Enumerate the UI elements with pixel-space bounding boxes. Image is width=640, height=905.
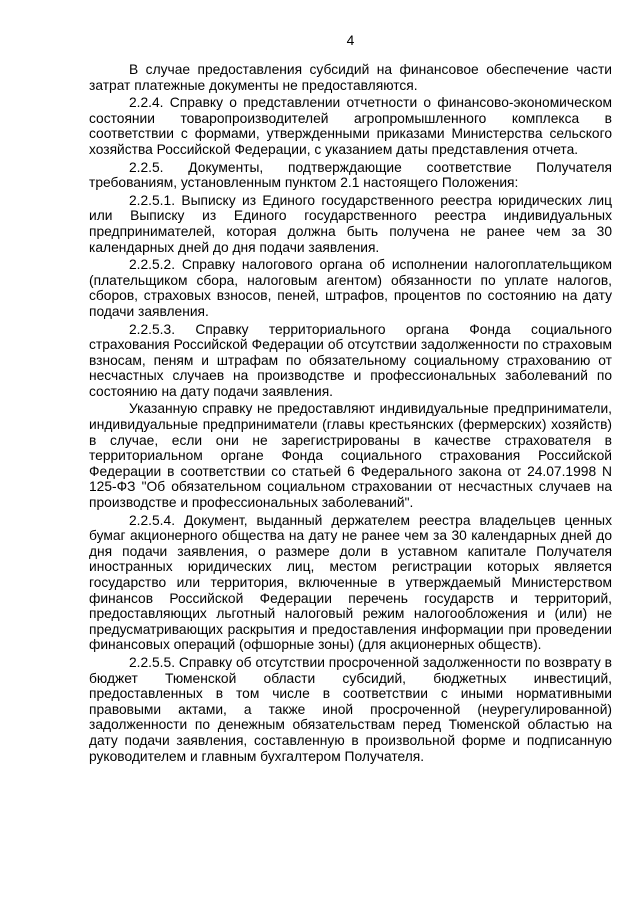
page-number: 4 bbox=[346, 33, 355, 48]
paragraph-2-2-5: 2.2.5. Документы, подтверждающие соответствие Получателя требованиям, установленным пунктом 2.1 настоящего Положения: bbox=[89, 159, 612, 191]
paragraph-2-2-5-3: 2.2.5.3. Справку территориального органа Фонда социального страхования Российской Федерации об отсутствии задолженности по страховым взносам, пеням и штрафам по обязательному социальному страхованию от несчастных случаев на производстве и профессиональных заболеваний по состоянию на дату подачи заявления. bbox=[89, 321, 612, 399]
paragraph-2-2-5-2: 2.2.5.2. Справку налогового органа об исполнении налогоплательщиком (плательщиком сбора, налоговым агентом) обязанности по уплате налогов, сборов, страховых взносов, пеней, штрафов, процентов по состоянию на дату подачи заявления. bbox=[89, 257, 612, 319]
paragraph-2-2-5-1: 2.2.5.1. Выписку из Единого государственного реестра юридических лиц или Выписку из Единого государственного реестра индивидуальных предпринимателей, которая должна быть получена не ранее чем за 30 календарных дней до дня подачи заявления. bbox=[89, 192, 612, 255]
paragraph-exemption-note: Указанную справку не предоставляют индивидуальные предприниматели, индивидуальные предприниматели (главы крестьянских (фермерских) хозяйств) в случае, если они не зарегистрированы в качестве страхователя в территориальном органе Фонда социального страхования Российской Федерации в соответствии со статьей 6 Федерального закона от 24.07.1998 N 125-ФЗ "Об обязательном социальном страховании от несчастных случаев на производстве и профессиональных заболеваний". bbox=[89, 401, 612, 511]
paragraph-2-2-5-4: 2.2.5.4. Документ, выданный держателем реестра владельцев ценных бумаг акционерного общества на дату не ранее чем за 30 календарных дней до дня подачи заявления, о размере доли в уставном капитале Получателя иностранных юридических лиц, местом регистрации которых является государство или территория, включенные в утверждаемый Министерством финансов Российской Федерации перечень государств и территорий, предоставляющих льготный налоговый режим налогообложения и (или) не предусматривающих раскрытия и предоставления информации при проведении финансовых операций (офшорные зоны) (для акционерных обществ). bbox=[89, 512, 612, 653]
paragraph-payment-docs: В случае предоставления субсидий на финансовое обеспечение части затрат платежные документы не предоставляются. bbox=[89, 62, 612, 93]
paragraph-2-2-5-5: 2.2.5.5. Справку об отсутствии просроченной задолженности по возврату в бюджет Тюменской области субсидий, бюджетных инвестиций, предоставленных в том числе в соответствии с иными нормативными правовыми актами, а также иной просроченной (неурегулированной) задолженности по денежным обязательствам перед Тюменской областью на дату подачи заявления, составленную в произвольной форме и подписанную руководителем и главным бухгалтером Получателя. bbox=[89, 654, 612, 764]
paragraph-2-2-4: 2.2.4. Справку о представлении отчетности о финансово-экономическом состоянии товаропроизводителей агропромышленного комплекса в соответствии с формами, утвержденными приказами Министерства сельского хозяйства Российской Федерации, с указанием даты представления отчета. bbox=[89, 95, 612, 157]
